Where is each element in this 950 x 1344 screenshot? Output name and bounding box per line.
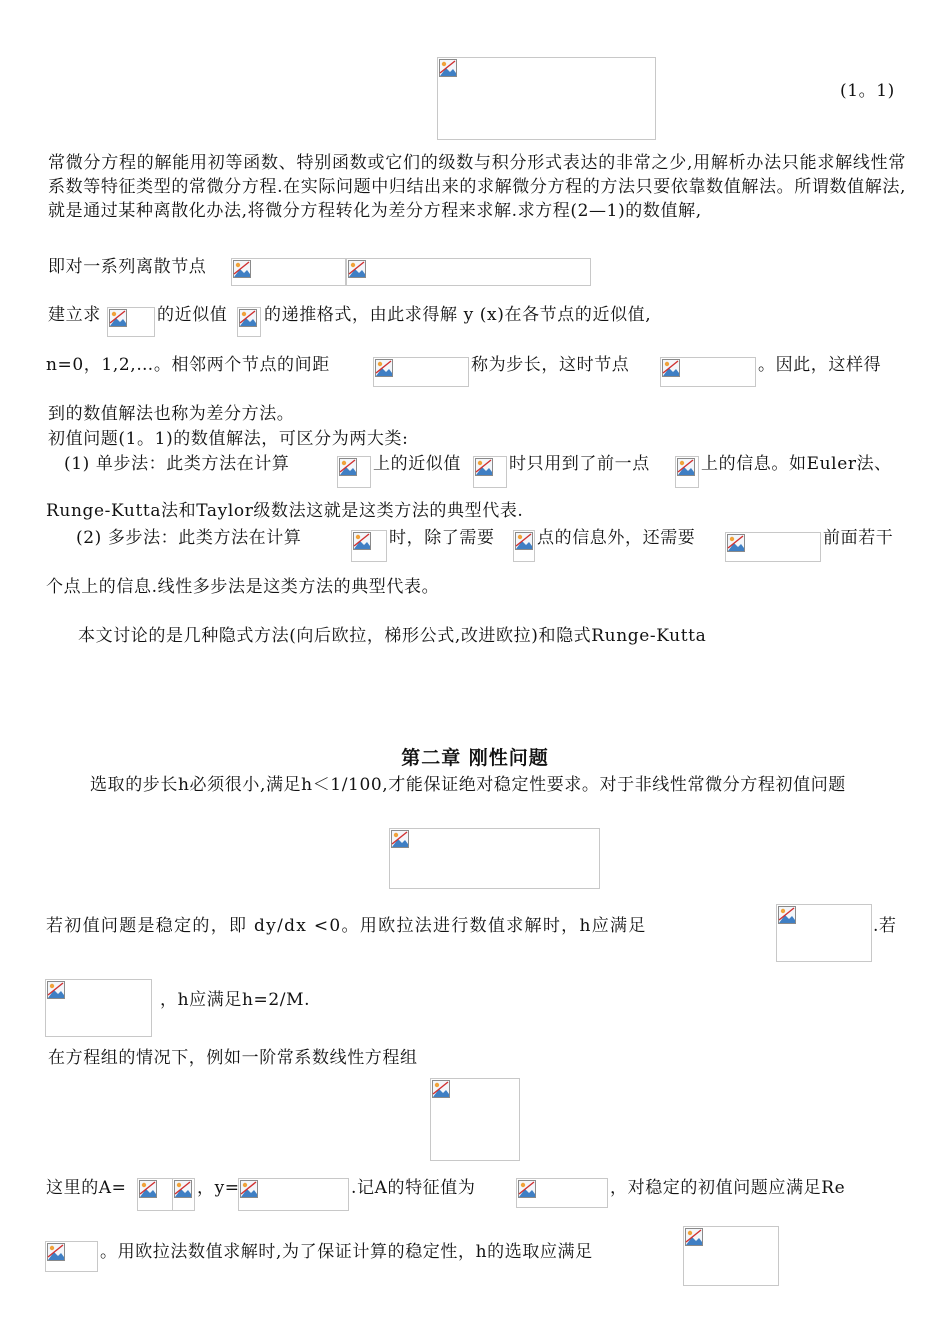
equation-number: (1。1) <box>840 81 895 101</box>
formula-image-matrix-a1 <box>137 1178 173 1211</box>
formula-image-yn1-multi <box>351 530 387 562</box>
stable-text-a: 若初值问题是稳定的，即 dy/dx <0。用欧拉法进行数值求解时，h应满足 <box>46 916 647 936</box>
multi-step-c: 点的信息外，还需要 <box>537 528 696 548</box>
difference-line: 到的数值解法也称为差分方法。 <box>48 404 295 424</box>
broken-image-icon <box>518 1180 536 1198</box>
formula-image-y-approx <box>237 307 261 337</box>
broken-image-icon <box>439 59 457 77</box>
broken-image-icon <box>139 1180 157 1198</box>
broken-image-icon <box>348 260 366 278</box>
broken-image-icon <box>677 458 695 476</box>
multi-step-a: (2) 多步法：此类方法在计算 <box>76 528 302 548</box>
single-step-b: 上的近似值 <box>373 454 461 474</box>
formula-image-system <box>430 1078 520 1161</box>
formula-image-eigen <box>516 1178 608 1208</box>
formula-image-node-x <box>660 357 756 387</box>
single-step-a: (1) 单步法：此类方法在计算 <box>64 454 290 474</box>
formula-image-vector-y <box>238 1178 349 1211</box>
broken-image-icon <box>662 359 680 377</box>
build-text-c: 的递推格式，由此求得解 y (x)在各节点的近似值, <box>264 305 652 325</box>
broken-image-icon <box>233 260 251 278</box>
formula-image-nonlinear <box>389 828 600 889</box>
multi-step-b: 时，除了需要 <box>389 528 495 548</box>
broken-image-icon <box>685 1228 703 1246</box>
intro-paragraph: 常微分方程的解能用初等函数、特别函数或它们的级数与积分形式表达的非常之少,用解析办法只能求解线性常系数等特征类型的常微分方程.在实际问题中归结出来的求解微分方程的方法只要依靠数值解法。所谓数值解法,就是通过某种离散化办法,将微分方程转化为差分方程来求解.求方程(2—1)的数值解, <box>48 153 906 221</box>
build-text-a: 建立求 <box>48 305 101 325</box>
here-text-c: .记A的特征值为 <box>351 1178 476 1198</box>
formula-image-m-cond <box>45 979 152 1037</box>
single-step-d: 上的信息。如Euler法、 <box>701 454 892 474</box>
here-text-b: ，y= <box>197 1178 240 1198</box>
scope-line: 本文讨论的是几种隐式方法(向后欧拉，梯形公式,改进欧拉)和隐式Runge-Kutta <box>78 626 707 646</box>
formula-image-node-b <box>346 258 591 286</box>
nodes-line: 即对一系列离散节点 <box>48 257 207 277</box>
here-text-a: 这里的A= <box>46 1178 127 1198</box>
h-condition-line: ，h应满足h=2/M. <box>160 990 311 1010</box>
broken-image-icon <box>515 532 533 550</box>
broken-image-icon <box>727 534 745 552</box>
broken-image-icon <box>47 981 65 999</box>
formula-image-h-final <box>683 1226 779 1286</box>
broken-image-icon <box>375 359 393 377</box>
formula-image-yn1 <box>473 456 507 488</box>
broken-image-icon <box>240 1180 258 1198</box>
formula-image-matrix-a2 <box>172 1178 195 1211</box>
broken-image-icon <box>353 532 371 550</box>
formula-image-prev-points <box>725 532 821 562</box>
system-line: 在方程组的情况下，例如一阶常系数线性方程组 <box>48 1048 418 1068</box>
formula-image-step <box>373 357 469 387</box>
single-step-c: 时只用到了前一点 <box>509 454 650 474</box>
stiff-paragraph: 选取的步长h必须很小,满足h＜1/100,才能保证绝对稳定性要求。对于非线性常微分方程初值问题 <box>90 775 846 795</box>
chapter-title: 第二章 刚性问题 <box>401 747 549 769</box>
formula-image-ode <box>437 57 656 140</box>
build-text-b: 的近似值 <box>157 305 228 325</box>
multi-step-d: 前面若干 <box>823 528 894 548</box>
broken-image-icon <box>174 1180 192 1198</box>
broken-image-icon <box>391 830 409 848</box>
broken-image-icon <box>432 1080 450 1098</box>
broken-image-icon <box>47 1243 65 1261</box>
multi-step-e: 个点上的信息.线性多步法是这类方法的典型代表。 <box>46 577 440 597</box>
formula-image-h-cond <box>776 904 872 962</box>
step-text-a: n=0，1,2,…。相邻两个节点的间距 <box>46 355 330 375</box>
broken-image-icon <box>109 309 127 327</box>
step-text-c: 。因此，这样得 <box>758 355 882 375</box>
formula-image-node-a <box>231 258 346 286</box>
broken-image-icon <box>339 458 357 476</box>
last-line: 。用欧拉法数值求解时,为了保证计算的稳定性，h的选取应满足 <box>100 1242 593 1262</box>
step-text-b: 称为步长，这时节点 <box>471 355 630 375</box>
formula-image-yn-multi <box>513 530 535 562</box>
classify-line: 初值问题(1。1)的数值解法，可区分为两大类: <box>48 429 409 449</box>
formula-image-yn <box>107 307 155 337</box>
broken-image-icon <box>778 906 796 924</box>
formula-image-xn <box>675 456 699 488</box>
broken-image-icon <box>239 309 257 327</box>
here-text-d: ，对稳定的初值问题应满足Re <box>610 1178 846 1198</box>
formula-image-re <box>45 1241 98 1272</box>
stable-text-b: .若 <box>873 916 897 936</box>
single-step-e: Runge-Kutta法和Taylor级数法这就是这类方法的典型代表. <box>46 501 524 521</box>
broken-image-icon <box>475 458 493 476</box>
formula-image-xn1 <box>337 456 371 488</box>
